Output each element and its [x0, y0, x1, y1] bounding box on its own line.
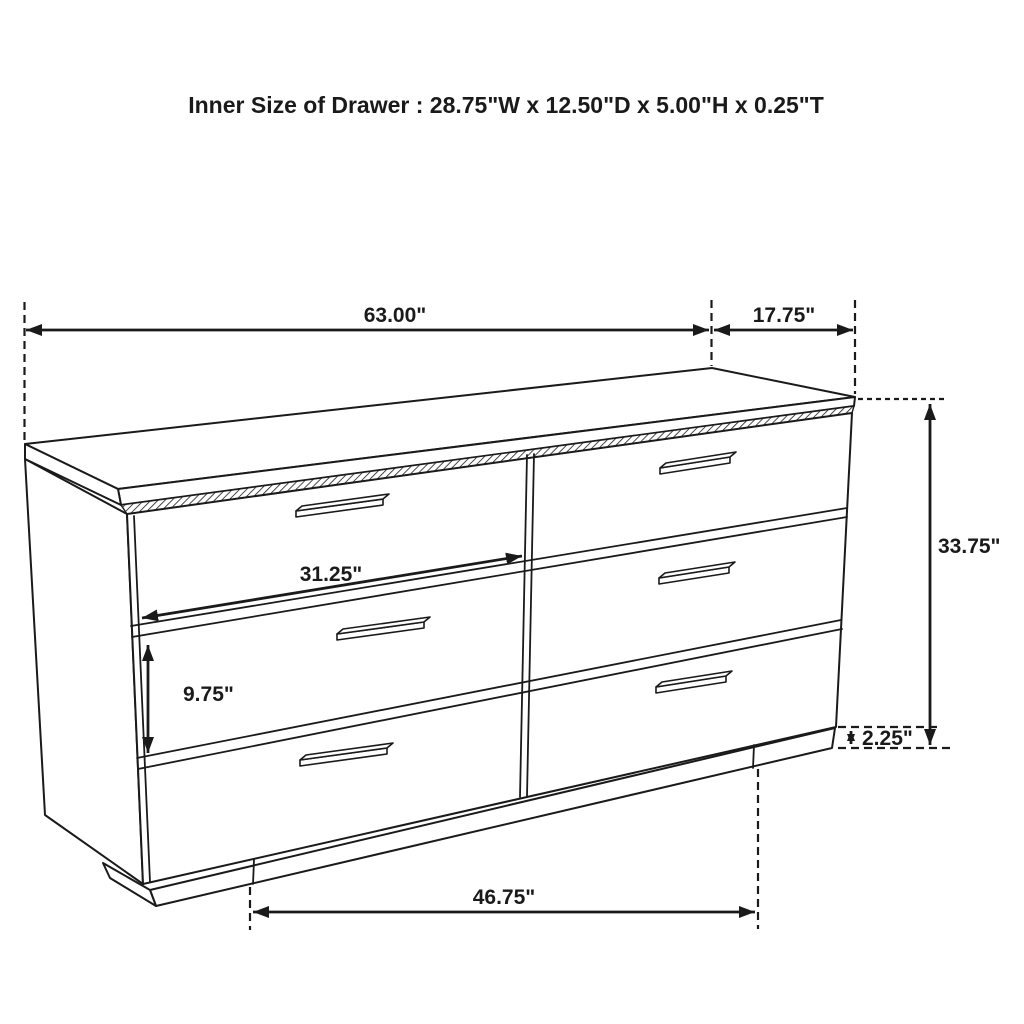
dim-base-height-label: 2.25" — [862, 727, 913, 750]
dresser-left-side-panel — [25, 459, 143, 884]
dim-drawer-height-label: 9.75" — [183, 683, 234, 706]
dim-top-width-label: 63.00" — [363, 304, 427, 327]
diagram-title: Inner Size of Drawer : 28.75"W x 12.50"D x 5.00"H x 0.25"T — [188, 92, 824, 118]
dim-base-width-label: 46.75" — [472, 886, 536, 909]
dim-base-height — [851, 727, 913, 750]
plinth-right-foot-line — [753, 745, 754, 768]
dim-overall-height — [930, 404, 1001, 745]
plinth-left-foot-line — [253, 860, 254, 884]
dim-top-depth — [714, 304, 853, 330]
dresser-drawing — [25, 368, 855, 906]
dim-top-depth-label: 17.75" — [752, 304, 816, 327]
dim-drawer-width-label: 31.25" — [299, 563, 363, 586]
dim-overall-height-label: 33.75" — [938, 535, 1001, 558]
dim-base-width — [253, 886, 755, 912]
dim-top-width — [26, 304, 709, 330]
